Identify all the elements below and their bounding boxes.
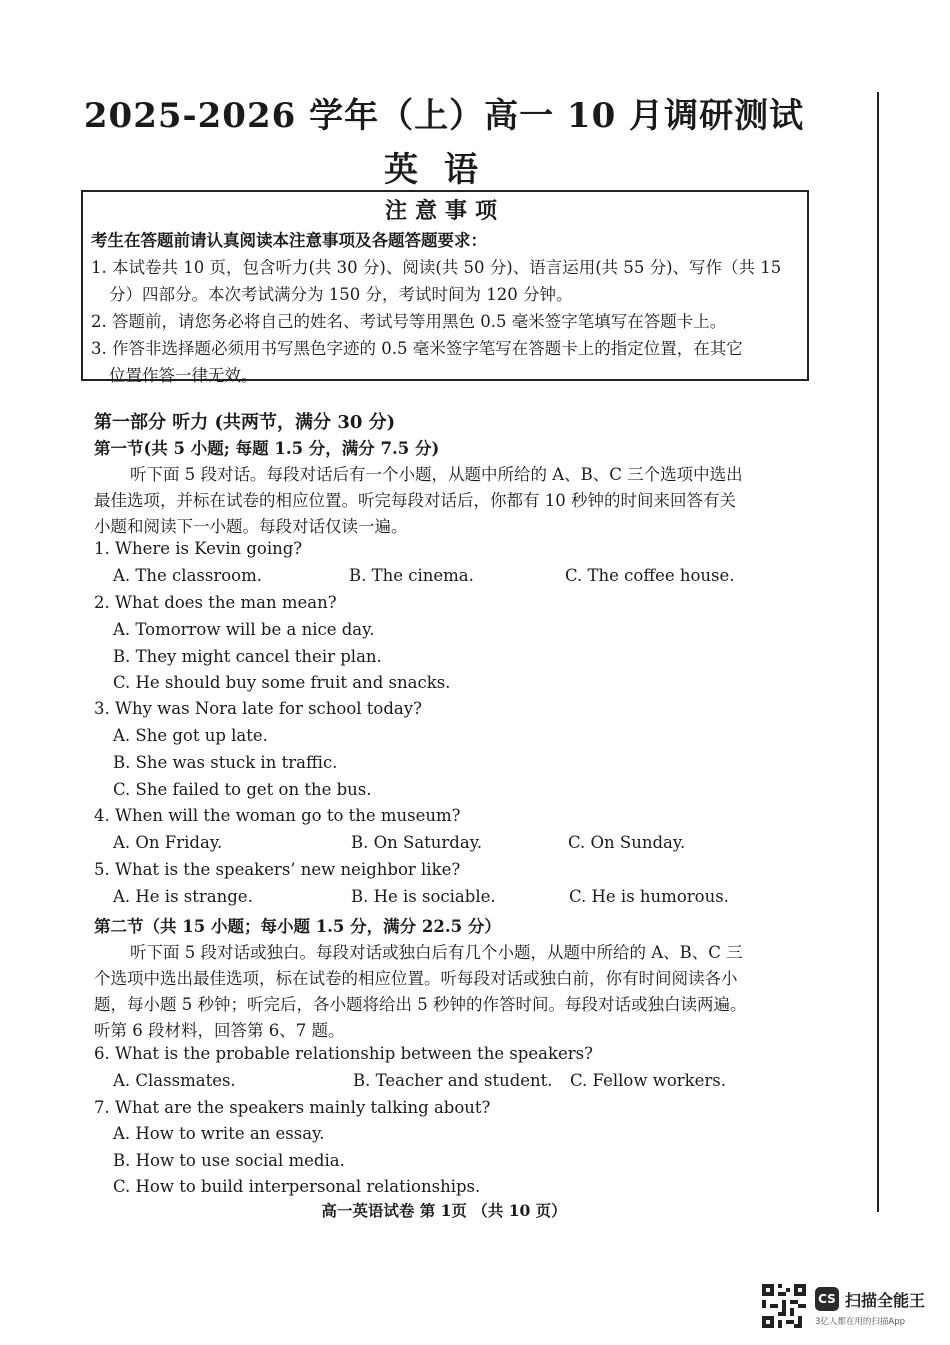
q6-option-c: C. Fellow workers. (570, 1071, 727, 1090)
qr-code-icon (762, 1284, 806, 1328)
subject-title: 英语 (384, 150, 504, 190)
section2-instruction-1: 听下面 5 段对话或独白。每段对话或独白后有几个小题，从题中所给的 A、B、C 三 (130, 943, 743, 962)
q2-option-c: C. He should buy some fruit and snacks. (113, 673, 451, 692)
q7-option-a: A. How to write an essay. (113, 1124, 325, 1143)
q2-option-a: A. Tomorrow will be a nice day. (113, 620, 375, 639)
material-note: 听第 6 段材料，回答第 6、7 题。 (94, 1021, 345, 1040)
q4-option-a: A. On Friday. (113, 833, 223, 852)
part1-title: 第一部分 听力 (共两节，满分 30 分) (94, 412, 396, 433)
notice-line-1: 1. 本试卷共 10 页，包含听力(共 30 分)、阅读(共 50 分)、语言运用(共 55 分)、写作（共 15 (91, 258, 782, 277)
q7-option-b: B. How to use social media. (113, 1151, 345, 1170)
q1-option-b: B. The cinema. (349, 566, 474, 585)
q4-option-c: C. On Sunday. (568, 833, 686, 852)
question-1: 1. Where is Kevin going? (94, 539, 303, 558)
page-title: 2025-2026 学年（上）高一 10 月调研测试 (83, 96, 805, 136)
notice-box (81, 190, 809, 385)
section1-instruction-3: 小题和阅读下一小题。每段对话仅读一遍。 (94, 517, 408, 536)
notice-line-3: 3. 作答非选择题必须用书写黑色字迹的 0.5 毫米签字笔写在答题卡上的指定位置，在其它 (91, 339, 743, 358)
section2-title: 第二节（共 15 小题；每小题 1.5 分，满分 22.5 分） (94, 917, 501, 936)
q6-option-a: A. Classmates. (113, 1071, 236, 1090)
page-footer: 高一英语试卷 第 1页 （共 10 页） (321, 1201, 567, 1220)
question-6: 6. What is the probable relationship between the speakers? (94, 1044, 593, 1063)
q3-option-c: C. She failed to get on the bus. (113, 780, 372, 799)
q5-option-c: C. He is humorous. (569, 887, 729, 906)
q7-option-c: C. How to build interpersonal relationships. (113, 1177, 481, 1196)
scanner-logo-icon: CS (815, 1287, 839, 1311)
notice-line-1-cont: 分）四部分。本次考试满分为 150 分，考试时间为 120 分钟。 (109, 285, 573, 304)
q6-option-b: B. Teacher and student. (353, 1071, 553, 1090)
section1-title: 第一节(共 5 小题; 每题 1.5 分，满分 7.5 分) (94, 439, 440, 458)
scanner-app-name: 扫描全能王 (845, 1291, 926, 1310)
q2-option-b: B. They might cancel their plan. (113, 647, 382, 666)
notice-line-3-cont: 位置作答一律无效。 (109, 366, 258, 385)
question-7: 7. What are the speakers mainly talking about? (94, 1098, 491, 1117)
question-5: 5. What is the speakers’ new neighbor like? (94, 860, 461, 879)
notice-intro: 考生在答题前请认真阅读本注意事项及各题答题要求： (91, 231, 487, 250)
question-4: 4. When will the woman go to the museum? (94, 806, 461, 825)
scanner-app-tagline: 3亿人都在用的扫描App (815, 1317, 906, 1327)
question-2: 2. What does the man mean? (94, 593, 337, 612)
question-3: 3. Why was Nora late for school today? (94, 699, 422, 718)
q1-option-c: C. The coffee house. (565, 566, 735, 585)
section1-instruction-2: 最佳选项，并标在试卷的相应位置。听完每段对话后，你都有 10 秒钟的时间来回答有关 (94, 491, 736, 510)
q1-option-a: A. The classroom. (113, 566, 262, 585)
q3-option-b: B. She was stuck in traffic. (113, 753, 338, 772)
section2-instruction-3: 题，每小题 5 秒钟；听完后，各小题将给出 5 秒钟的作答时间。每段对话或独白读两遍。 (94, 995, 747, 1014)
q4-option-b: B. On Saturday. (351, 833, 483, 852)
section1-instruction-1: 听下面 5 段对话。每段对话后有一个小题，从题中所给的 A、B、C 三个选项中选出 (130, 465, 743, 484)
q5-option-a: A. He is strange. (113, 887, 253, 906)
q3-option-a: A. She got up late. (113, 726, 268, 745)
notice-line-2: 2. 答题前，请您务必将自己的姓名、考试号等用黑色 0.5 毫米签字笔填写在答题卡上。 (91, 312, 727, 331)
section2-instruction-2: 个选项中选出最佳选项，标在试卷的相应位置。听每段对话或独白前，你有时间阅读各小 (94, 969, 738, 988)
notice-heading: 注意事项 (384, 198, 505, 224)
q5-option-b: B. He is sociable. (351, 887, 496, 906)
right-margin-rule (877, 92, 879, 1212)
